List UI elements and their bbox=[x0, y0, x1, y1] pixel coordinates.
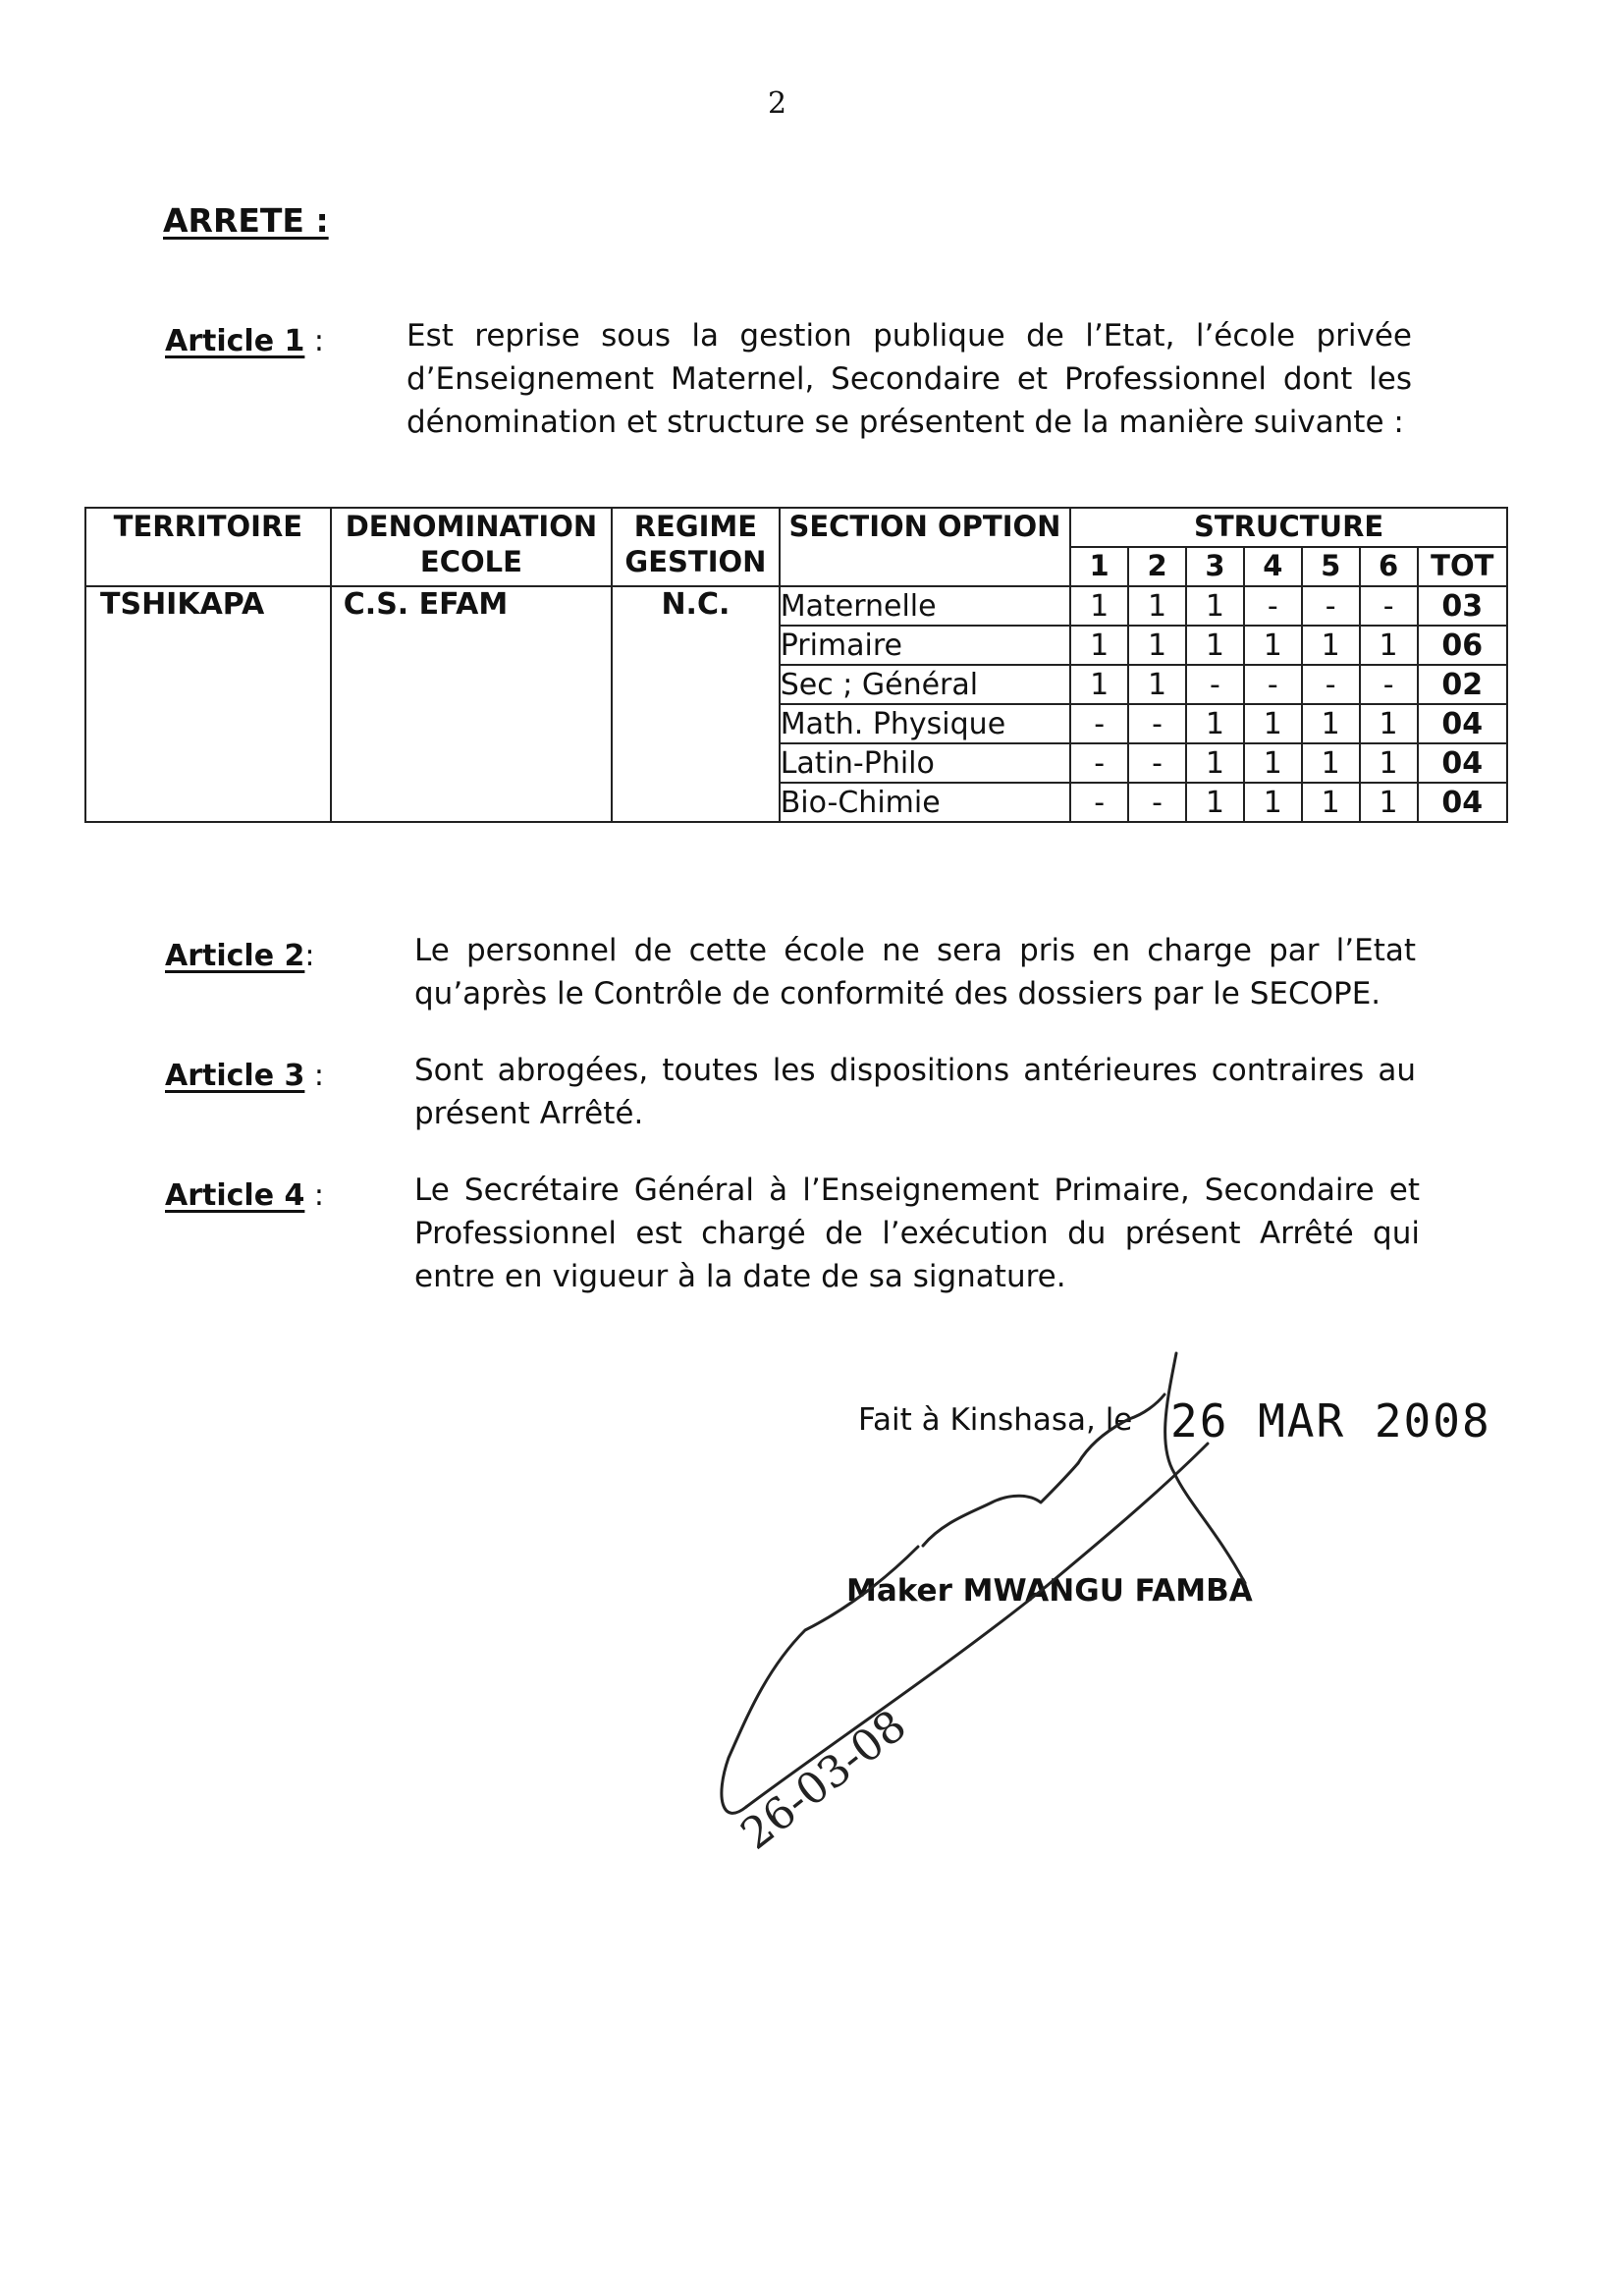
article-1-label-suffix: : bbox=[304, 324, 325, 358]
level-cell: - bbox=[1128, 704, 1186, 743]
article-1-label-text: Article 1 bbox=[165, 324, 305, 358]
article-2-label bbox=[165, 939, 314, 973]
level-cell: 1 bbox=[1360, 783, 1418, 822]
section-cell: Primaire bbox=[780, 626, 1071, 665]
tot-header: TOT bbox=[1418, 547, 1507, 586]
level-cell: 1 bbox=[1302, 743, 1360, 783]
section-cell: Latin-Philo bbox=[780, 743, 1071, 783]
level-header: 5 bbox=[1302, 547, 1360, 586]
territoire-cell: TSHIKAPA bbox=[85, 586, 331, 822]
article-3-text: Sont abrogées, toutes les dispositions antérieures contraires au présent Arrêté. bbox=[414, 1053, 1416, 1131]
signatory-name: Maker MWANGU FAMBA bbox=[846, 1573, 1253, 1609]
header-structure: STRUCTURE bbox=[1070, 508, 1507, 547]
tot-cell: 04 bbox=[1418, 704, 1507, 743]
level-cell: 1 bbox=[1186, 586, 1244, 626]
tot-cell: 03 bbox=[1418, 586, 1507, 626]
level-cell: 1 bbox=[1186, 626, 1244, 665]
article-2-text: Le personnel de cette école ne sera pris en charge par l’Etat qu’après le Contrôle de conformité des dossiers par le SECOPE. bbox=[414, 933, 1416, 1011]
header-denomination: DENOMINATION ECOLE bbox=[331, 508, 612, 586]
level-header: 1 bbox=[1070, 547, 1128, 586]
header-territoire: TERRITOIRE bbox=[85, 508, 331, 586]
level-header: 4 bbox=[1244, 547, 1302, 586]
level-cell: - bbox=[1128, 743, 1186, 783]
level-cell: - bbox=[1360, 586, 1418, 626]
level-cell: - bbox=[1070, 704, 1128, 743]
article-4-label-text: Article 4 bbox=[165, 1178, 305, 1213]
regime-cell: N.C. bbox=[612, 586, 780, 822]
level-cell: 1 bbox=[1302, 704, 1360, 743]
level-cell: - bbox=[1128, 783, 1186, 822]
level-cell: 1 bbox=[1186, 743, 1244, 783]
section-cell: Math. Physique bbox=[780, 704, 1071, 743]
level-cell: 1 bbox=[1302, 626, 1360, 665]
level-cell: - bbox=[1302, 665, 1360, 704]
level-header: 2 bbox=[1128, 547, 1186, 586]
signature-place: Fait à Kinshasa, le bbox=[858, 1402, 1133, 1438]
level-cell: 1 bbox=[1070, 665, 1128, 704]
tot-cell: 04 bbox=[1418, 783, 1507, 822]
denomination-cell: C.S. EFAM bbox=[331, 586, 612, 822]
level-cell: - bbox=[1244, 665, 1302, 704]
level-cell: 1 bbox=[1186, 783, 1244, 822]
level-header: 3 bbox=[1186, 547, 1244, 586]
level-cell: - bbox=[1070, 743, 1128, 783]
level-cell: 1 bbox=[1186, 704, 1244, 743]
level-cell: 1 bbox=[1128, 586, 1186, 626]
level-cell: - bbox=[1302, 586, 1360, 626]
level-cell: 1 bbox=[1244, 626, 1302, 665]
level-cell: 1 bbox=[1128, 626, 1186, 665]
table-row bbox=[85, 586, 1507, 626]
article-1-label bbox=[165, 324, 324, 358]
level-cell: 1 bbox=[1360, 626, 1418, 665]
level-cell: - bbox=[1244, 586, 1302, 626]
level-cell: 1 bbox=[1302, 783, 1360, 822]
tot-cell: 06 bbox=[1418, 626, 1507, 665]
level-cell: 1 bbox=[1244, 743, 1302, 783]
level-cell: - bbox=[1186, 665, 1244, 704]
page-number: 2 bbox=[768, 86, 787, 121]
stamp-date: 26 MAR 2008 bbox=[1170, 1394, 1491, 1447]
level-cell: 1 bbox=[1360, 704, 1418, 743]
level-cell: 1 bbox=[1244, 783, 1302, 822]
level-cell: 1 bbox=[1070, 626, 1128, 665]
header-section-option: SECTION OPTION bbox=[780, 508, 1071, 586]
level-cell: - bbox=[1070, 783, 1128, 822]
article-4-label bbox=[165, 1178, 324, 1213]
article-3-label-suffix: : bbox=[304, 1059, 325, 1093]
table-header-row bbox=[85, 508, 1507, 547]
article-3-label-text: Article 3 bbox=[165, 1059, 305, 1093]
handwritten-date: 26-03-08 bbox=[731, 1700, 916, 1860]
article-1-text: Est reprise sous la gestion publique de l’Etat, l’école privée d’Enseignement Maternel, Secondaire et Professionnel dont les dénomination et structure se présentent de la manière suivante : bbox=[406, 318, 1412, 440]
level-cell: 1 bbox=[1244, 704, 1302, 743]
arrete-title: ARRETE : bbox=[163, 201, 329, 240]
article-2-label-text: Article 2 bbox=[165, 939, 305, 973]
article-3-label bbox=[165, 1059, 324, 1093]
level-cell: 1 bbox=[1360, 743, 1418, 783]
level-cell: - bbox=[1360, 665, 1418, 704]
level-cell: 1 bbox=[1070, 586, 1128, 626]
tot-cell: 02 bbox=[1418, 665, 1507, 704]
article-2-label-suffix: : bbox=[304, 939, 315, 973]
tot-cell: 04 bbox=[1418, 743, 1507, 783]
header-regime: REGIME GESTION bbox=[612, 508, 780, 586]
article-4-label-suffix: : bbox=[304, 1178, 325, 1213]
level-cell: 1 bbox=[1128, 665, 1186, 704]
section-cell: Maternelle bbox=[780, 586, 1071, 626]
structure-table bbox=[84, 507, 1508, 823]
level-header: 6 bbox=[1360, 547, 1418, 586]
section-cell: Sec ; Général bbox=[780, 665, 1071, 704]
article-4-text: Le Secrétaire Général à l’Enseignement Primaire, Secondaire et Professionnel est chargé de l’exécution du présent Arrêté qui entre en vigueur à la date de sa signature. bbox=[414, 1173, 1420, 1294]
section-cell: Bio-Chimie bbox=[780, 783, 1071, 822]
